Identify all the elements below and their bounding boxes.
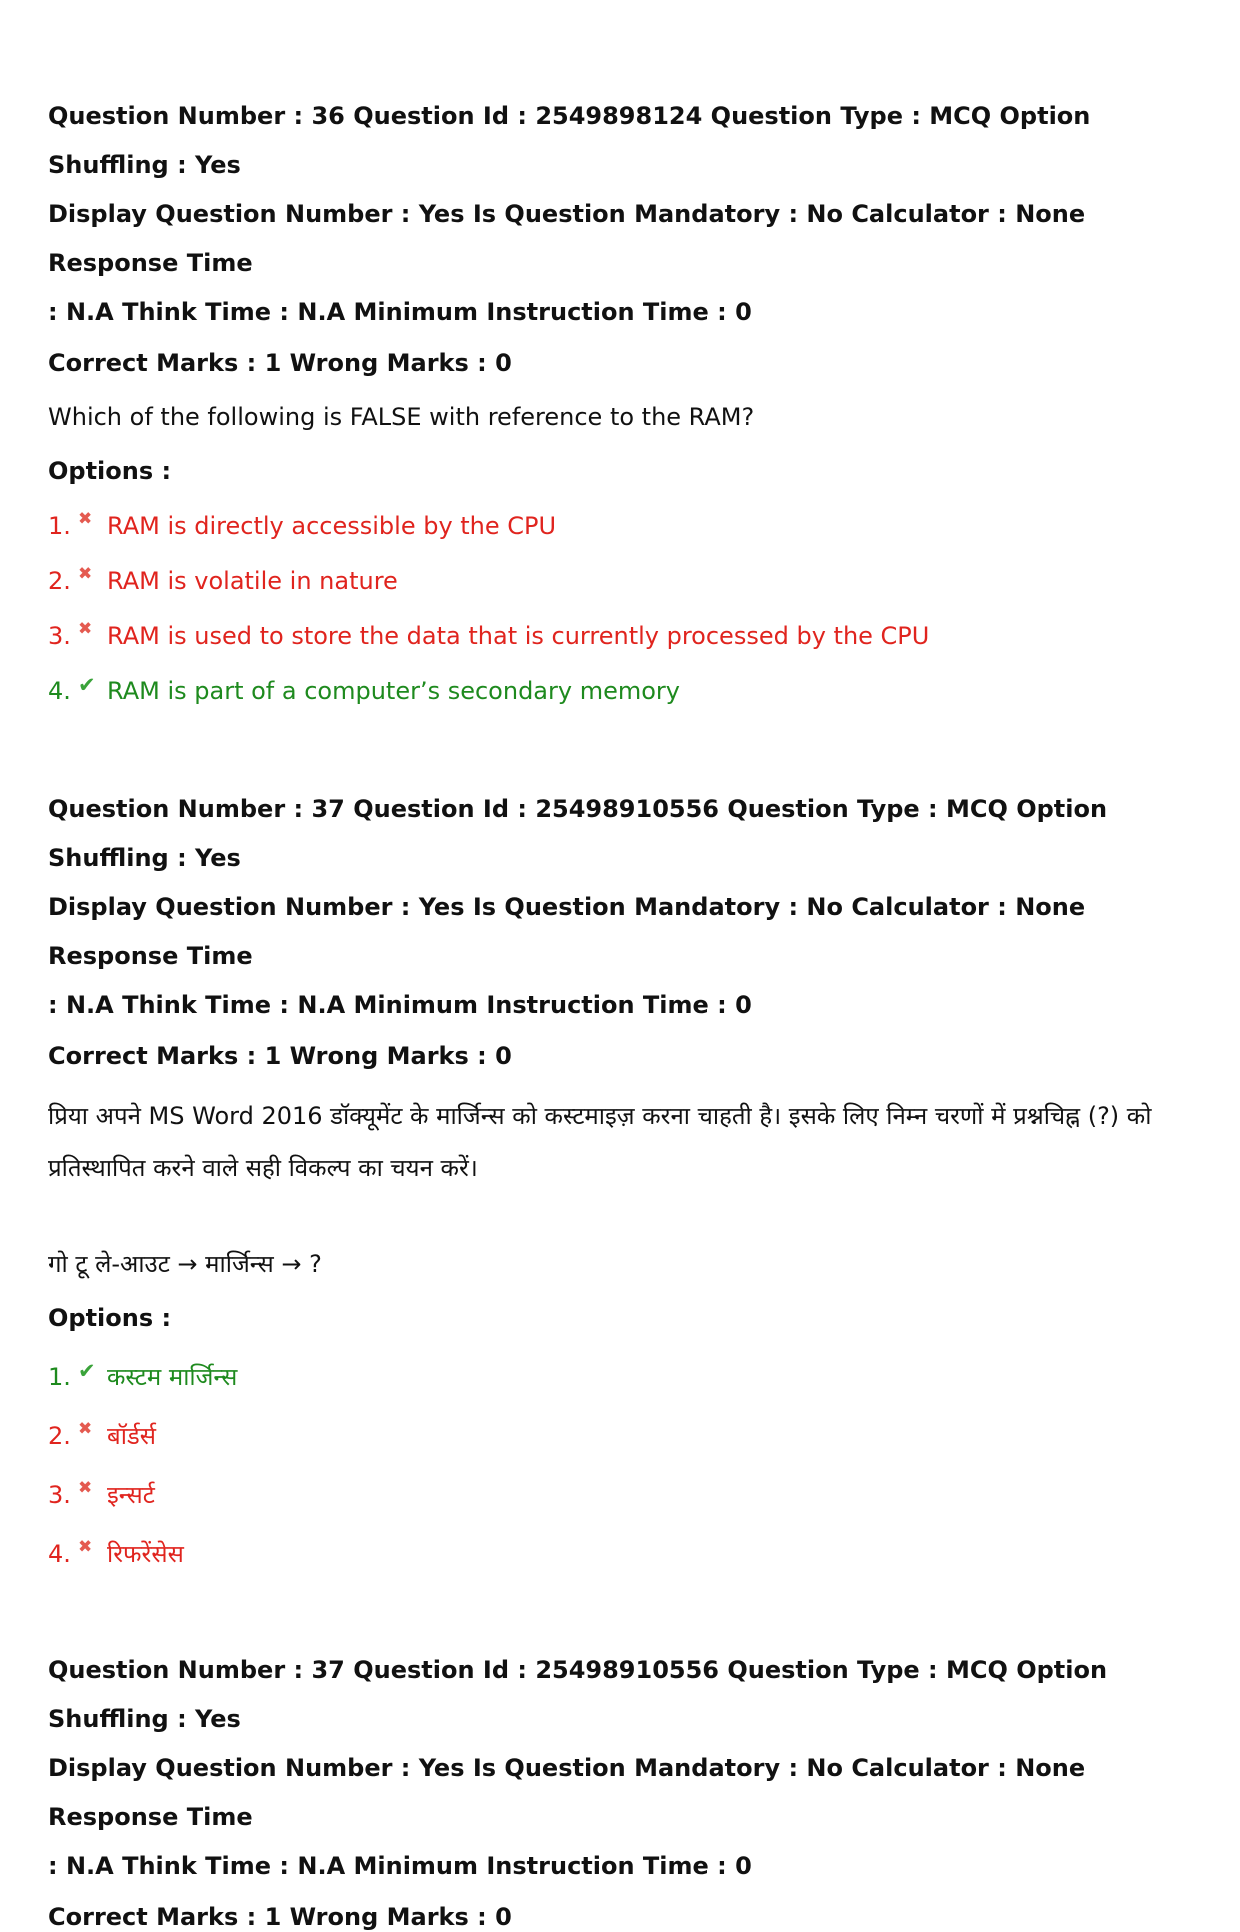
- question-block-37: [48, 785, 1208, 1569]
- option-item: [48, 511, 1208, 541]
- question-text-line: प्रिया अपने MS Word 2016 डॉक्यूमेंट के मार्जिन्स को कस्टमाइज़ करना चाहती है। इसके लिए निम्न चरणों में प्रश्नचिह्न (?) को: [48, 1102, 1152, 1130]
- question-block-36: [48, 92, 1208, 706]
- question-meta-line: Question Number : 37 Question Id : 25498910556 Question Type : MCQ Option Shuffling : Yes: [48, 1656, 1108, 1733]
- marks-line: Correct Marks : 1 Wrong Marks : 0: [48, 1903, 512, 1931]
- option-text: कस्टम मार्जिन्स: [107, 1363, 238, 1391]
- option-item: [48, 1480, 1208, 1510]
- question-text: Which of the following is FALSE with reference to the RAM?: [48, 403, 755, 431]
- option-item: [48, 621, 1208, 651]
- cross-icon: ✖: [78, 564, 93, 584]
- option-text: RAM is directly accessible by the CPU: [107, 512, 557, 540]
- question-meta-line: Display Question Number : Yes Is Question Mandatory : No Calculator : None Response Time: [48, 893, 1086, 970]
- check-icon: ✔: [78, 673, 96, 697]
- option-number: 1.: [48, 512, 71, 540]
- option-item: [48, 673, 1208, 706]
- cross-icon: ✖: [78, 509, 93, 529]
- question-meta-line: Display Question Number : Yes Is Question Mandatory : No Calculator : None Response Time: [48, 1754, 1086, 1831]
- option-number: 3.: [48, 1481, 71, 1509]
- options-label: Options :: [48, 1304, 172, 1332]
- option-item: [48, 1421, 1208, 1451]
- check-icon: ✔: [78, 1359, 96, 1383]
- option-number: 4.: [48, 1540, 71, 1568]
- option-text: इन्सर्ट: [107, 1481, 155, 1509]
- option-number: 1.: [48, 1363, 71, 1391]
- marks-line: Correct Marks : 1 Wrong Marks : 0: [48, 349, 512, 377]
- question-meta-line: : N.A Think Time : N.A Minimum Instruction Time : 0: [48, 991, 752, 1019]
- question-meta-line: Question Number : 36 Question Id : 2549898124 Question Type : MCQ Option Shuffling : Yes: [48, 102, 1091, 179]
- marks-line: Correct Marks : 1 Wrong Marks : 0: [48, 1042, 512, 1070]
- option-number: 2.: [48, 1422, 71, 1450]
- option-item: [48, 566, 1208, 596]
- spacer: [48, 1569, 1208, 1646]
- option-text: RAM is volatile in nature: [107, 567, 398, 595]
- option-text: RAM is part of a computer’s secondary memory: [107, 677, 680, 705]
- question-meta-line: Question Number : 37 Question Id : 25498910556 Question Type : MCQ Option Shuffling : Yes: [48, 795, 1108, 872]
- question-meta-line: Display Question Number : Yes Is Question Mandatory : No Calculator : None Response Time: [48, 200, 1086, 277]
- question-meta-line: : N.A Think Time : N.A Minimum Instruction Time : 0: [48, 298, 752, 326]
- document-page: [48, 92, 1208, 1932]
- cross-icon: ✖: [78, 1419, 93, 1439]
- option-number: 4.: [48, 677, 71, 705]
- option-text: RAM is used to store the data that is currently processed by the CPU: [107, 622, 930, 650]
- cross-icon: ✖: [78, 1478, 93, 1498]
- question-steps: गो टू ले-आउट → मार्जिन्स → ?: [48, 1250, 322, 1278]
- options-label: Options :: [48, 457, 172, 485]
- cross-icon: ✖: [78, 1537, 93, 1557]
- option-item: [48, 1539, 1208, 1569]
- spacer: [48, 706, 1208, 785]
- question-meta-line: : N.A Think Time : N.A Minimum Instruction Time : 0: [48, 1852, 752, 1880]
- option-text: बॉर्डर्स: [107, 1422, 156, 1450]
- option-text: रिफरेंसेस: [107, 1540, 184, 1568]
- option-number: 3.: [48, 622, 71, 650]
- option-item: [48, 1359, 1208, 1392]
- question-text-line: प्रतिस्थापित करने वाले सही विकल्प का चयन करें।: [48, 1154, 478, 1182]
- question-text: [48, 1090, 1208, 1194]
- question-block-37-repeat: [48, 1646, 1208, 1932]
- cross-icon: ✖: [78, 619, 93, 639]
- option-number: 2.: [48, 567, 71, 595]
